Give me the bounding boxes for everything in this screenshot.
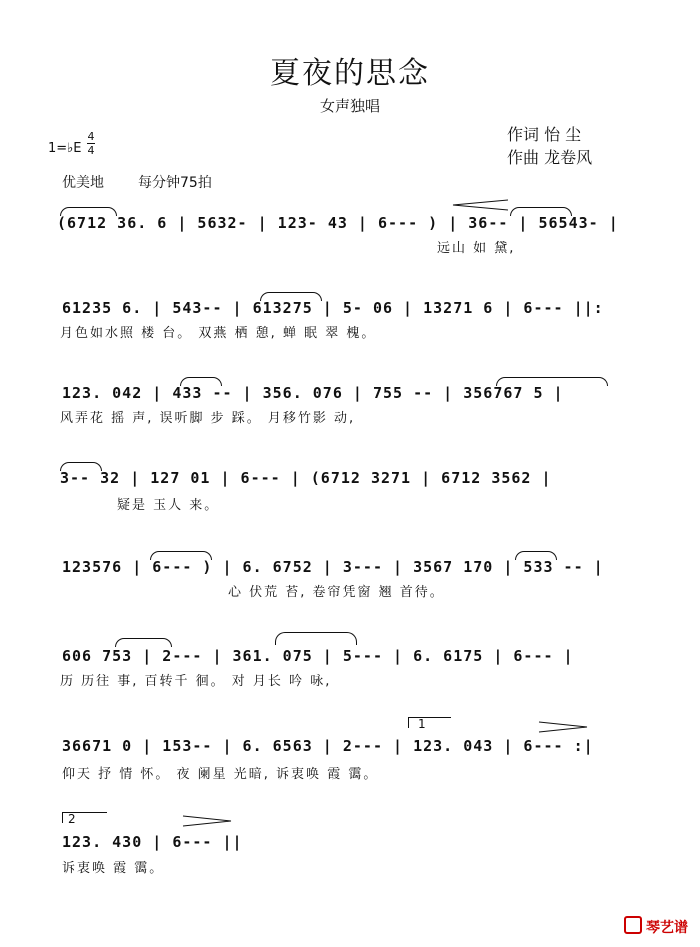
notes-system-6: 606 753 | 2--- | 361. 075 | 5--- | 6. 6175 | 6--- | <box>62 647 574 665</box>
notes-system-8: 123. 430 | 6--- || <box>62 833 243 851</box>
decrescendo-hairpin <box>538 721 588 733</box>
site-logo <box>624 916 688 937</box>
tempo-marking: 每分钟75拍 <box>138 175 212 191</box>
time-sig-bottom: 4 <box>87 144 95 157</box>
second-ending-label: 2 <box>68 812 76 826</box>
notes-system-4: 3-- 32 | 127 01 | 6--- | (6712 3271 | 6712 3562 | <box>60 469 552 487</box>
lyrics-system-3: 风弄花 摇 声, 误听脚 步 踩。 月移竹影 动, <box>60 411 356 426</box>
notes-system-2: 61235 6. | 543-- | 613275 | 5- 06 | 13271 6 | 6--- ||: <box>62 299 604 317</box>
lyrics-system-7: 仰天 抒 情 怀。 夜 阑星 光暗, 诉衷唤 霞 霭。 <box>62 767 379 782</box>
lyrics-system-6: 历 历往 事, 百转千 徊。 对 月长 吟 咏, <box>60 674 332 689</box>
first-ending-label: 1 <box>418 717 426 731</box>
notes-system-1: (6712 36. 6 | 5632- | 123- 43 | 6--- ) | 36-- | 56543- | <box>57 214 619 232</box>
lyrics-system-4: 疑是 玉人 来。 <box>117 498 220 513</box>
first-ending-bracket <box>408 717 451 728</box>
song-subtitle: 女声独唱 <box>319 97 380 115</box>
lyrics-system-2: 月色如水照 楼 台。 双燕 栖 憩, 蝉 眠 翠 槐。 <box>60 326 377 341</box>
key-signature: 1=♭E <box>48 141 82 156</box>
slur <box>60 462 102 471</box>
notes-system-3: 123. 042 | 433 -- | 356. 076 | 755 -- | 356767 5 | <box>62 384 564 402</box>
slur <box>496 377 608 386</box>
lyrics-system-8: 诉衷唤 霞 霭。 <box>62 861 165 876</box>
slur <box>115 638 172 647</box>
song-title: 夏夜的思念 <box>270 56 430 91</box>
time-signature <box>87 131 95 156</box>
slur <box>60 207 117 216</box>
slur <box>275 632 357 645</box>
expression-marking: 优美地 <box>62 175 104 191</box>
slur <box>260 292 322 301</box>
slur <box>150 551 212 560</box>
slur <box>515 551 557 560</box>
time-sig-top: 4 <box>87 130 95 143</box>
lyricist-credit: 作词 怡 尘 <box>507 125 582 144</box>
slur <box>180 377 222 386</box>
lyrics-system-5: 心 伏荒 苔, 卷帘凭窗 翘 首待。 <box>228 585 445 600</box>
decrescendo-hairpin <box>182 815 232 827</box>
lyrics-system-1: 远山 如 黛, <box>437 241 516 256</box>
notes-system-5: 123576 | 6--- ) | 6. 6752 | 3--- | 3567 170 | 533 -- | <box>62 558 604 576</box>
piano-icon <box>624 916 642 934</box>
composer-credit: 作曲 龙卷风 <box>507 148 593 167</box>
logo-text: 琴艺谱 <box>646 920 688 936</box>
notes-system-7: 36671 0 | 153-- | 6. 6563 | 2--- | 123. 043 | 6--- :| <box>62 737 594 755</box>
crescendo-hairpin <box>452 199 508 211</box>
slur <box>510 207 572 216</box>
